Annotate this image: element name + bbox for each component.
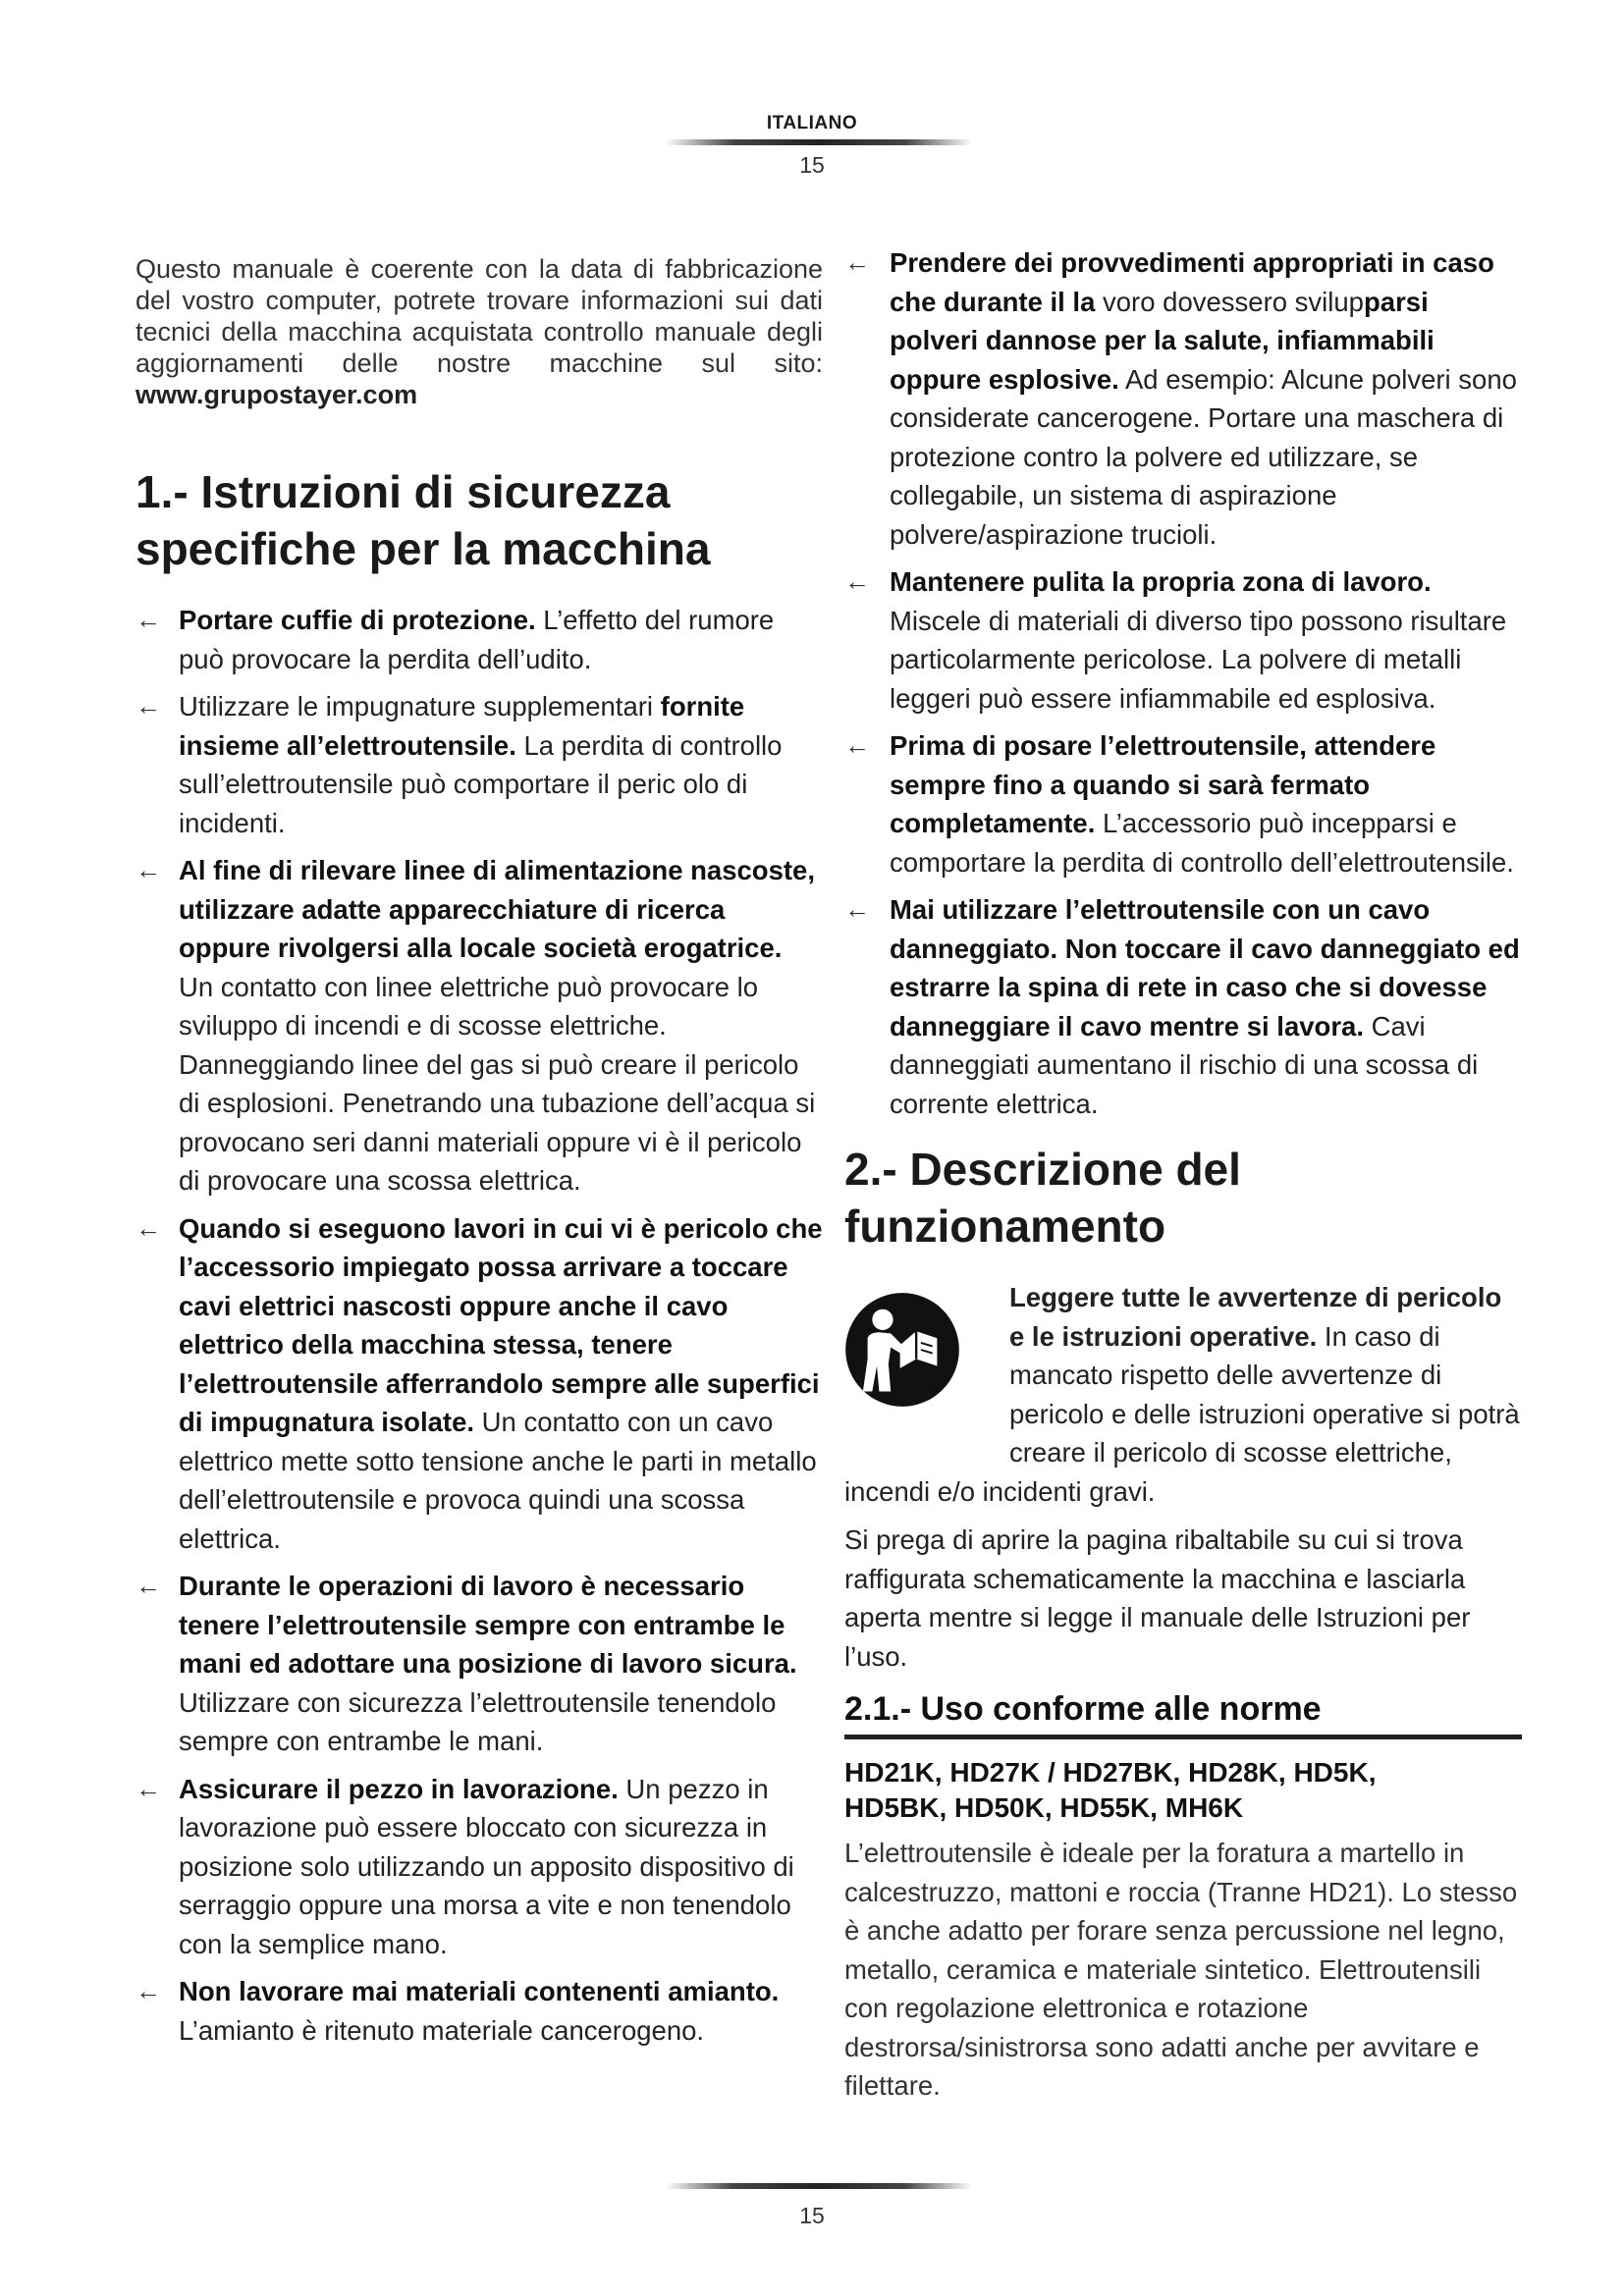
arrow-left-icon: ← (135, 605, 161, 634)
section-2-title-line1: 2.- Descrizione del (844, 1144, 1241, 1195)
arrow-left-icon: ← (135, 1212, 161, 1243)
warning-text-indented: Leggere tutte le avvertenze di pericolo e le istruzioni operative. In caso di mancato rispetto delle avvertenze di pericolo e delle istruzioni operative si potrà creare il pericolo di scosse elettriche, incendi e/o incidenti gravi. (844, 1282, 1520, 1507)
models-heading: HD21K, HD27K / HD27BK, HD28K, HD5K, HD5BK, HD50K, HD55K, MH6K (844, 1757, 1377, 1823)
list-item: ← Portare cuffie di protezione. L’effetto del rumore può provocare la perdita dell’udito. (135, 601, 823, 678)
subsection-title: 2.1.- Uso conforme alle norme (844, 1689, 1522, 1739)
list-item: ← Assicurare il pezzo in lavorazione. Un pezzo in lavorazione può essere bloccato con sicurezza in posizione solo utilizzando un apposito dispositivo di serraggio oppure una morsa a vite e non tenendolo con la semplice mano. (135, 1770, 823, 1964)
list-item: ← Mantenere pulita la propria zona di lavoro. Miscele di materiali di diverso tipo possono risultare particolarmente pericolose. La polvere di metalli leggeri può essere infiammabile ed esplosiva. (844, 562, 1522, 718)
section-2-title (844, 1141, 1522, 1255)
safety-list-right (844, 243, 1522, 1123)
list-item: ← Utilizzare le impugnature supplementari fornite insieme all’elettroutensile. La perdita di controllo sull’elettroutensile può comportare il peric olo di incidenti. (135, 687, 823, 842)
arrow-left-icon: ← (135, 1976, 161, 2005)
arrow-left-icon: ← (844, 566, 870, 596)
read-manual-icon (844, 1292, 960, 1408)
arrow-left-icon: ← (135, 1571, 161, 1600)
arrow-left-icon: ← (135, 1773, 161, 1803)
intro-text: Questo manuale è coerente con la data di fabbricazione del vostro computer, potrete trovare informazioni sui dati tecnici della macchina acquistata controllo manuale degli aggiornamenti delle nostre macchine sul sito: (135, 254, 823, 378)
list-item: ← Al fine di rilevare linee di alimentazione nascoste, utilizzare adatte apparecchiature di ricerca oppure rivolgersi alla locale società erogatrice. Un contatto con linee elettriche può provocare lo sviluppo di incendi e di scosse elettriche. Danneggiando linee del gas si può creare il pericolo di esplosioni. Penetrando una tubazione dell’acqua si provocano seri danni materiali oppure vi è il pericolo di provocare una scossa elettrica. (135, 851, 823, 1201)
left-column (135, 243, 823, 2058)
intro-paragraph (135, 253, 823, 410)
header-page-number: 15 (799, 152, 825, 178)
fold-page-paragraph: Si prega di aprire la pagina ribaltabile su cui si trova raffigurata schematicamente la macchina e lasciarla aperta mentre si legge il manuale delle Istruzioni per l’uso. (844, 1524, 1471, 1672)
safety-list-left (135, 601, 823, 2050)
arrow-left-icon: ← (135, 855, 161, 884)
right-column (844, 243, 1522, 2106)
section-1-title-line2: specifiche per la macchina (135, 523, 711, 574)
list-item: ← Durante le operazioni di lavoro è necessario tenere l’elettroutensile sempre con entrambe le mani ed adottare una posizione di lavoro sicura. Utilizzare con sicurezza l’elettroutensile tenendolo sempre con entrambe le mani. (135, 1567, 823, 1761)
website-link[interactable]: www.grupostayer.com (135, 380, 418, 409)
header-language: ITALIANO (766, 113, 858, 133)
list-item: ← Prendere dei provvedimenti appropriati in caso che durante il la voro dovessero svilupparsi polveri dannose per la salute, infiammabili oppure esplosive. Ad esempio: Alcune polveri sono considerate cancerogene. Portare una maschera di protezione contro la polvere ed utilizzare, se collegabile, un sistema di aspirazione polvere/aspirazione trucioli. (844, 243, 1522, 554)
list-item: ← Quando si eseguono lavori in cui vi è pericolo che l’accessorio impiegato possa arrivare a toccare cavi elettrici nascosti oppure anche il cavo elettrico della macchina stessa, tenere l’elettroutensile afferrandolo sempre alle superfici di impugnatura isolate. Un contatto con un cavo elettrico mette sotto tensione anche le parti in metallo dell’elettroutensile e provoca quindi una scossa elettrica. (135, 1209, 823, 1559)
section-2-title-line2: funzionamento (844, 1201, 1166, 1252)
header-rule (666, 139, 972, 145)
section-1-title (135, 463, 823, 577)
arrow-left-icon: ← (135, 691, 161, 721)
arrow-left-icon: ← (844, 247, 870, 277)
list-item: ← Prima di posare l’elettroutensile, attendere sempre fino a quando si sarà fermato completamente. L’accessorio può incepparsi e comportare la perdita di controllo dell’elettroutensile. (844, 726, 1522, 881)
intended-use-paragraph: L’elettroutensile è ideale per la foratura a martello in calcestruzzo, mattoni e roccia (Tranne HD21). Lo stesso è anche adatto per forare senza percussione nel legno, metallo, ceramica e materiale sintetico. Elettroutensili con regolazione elettronica e rotazione destrorsa/sinistrorsa sono adatti anche per avvitare e filettare. (844, 1838, 1518, 2101)
arrow-left-icon: ← (844, 730, 870, 760)
warning-block (844, 1278, 1522, 1511)
footer-page-number: 15 (799, 2203, 825, 2228)
list-item: ← Mai utilizzare l’elettroutensile con un cavo danneggiato. Non toccare il cavo danneggiato ed estrarre la spina di rete in caso che si dovesse danneggiare il cavo mentre si lavora. Cavi danneggiati aumentano il rischio di una scossa di corrente elettrica. (844, 890, 1522, 1123)
footer-rule (666, 2183, 972, 2189)
section-1-title-line1: 1.- Istruzioni di sicurezza (135, 466, 671, 517)
arrow-left-icon: ← (844, 894, 870, 924)
list-item: ← Non lavorare mai materiali contenenti amianto. L’amianto è ritenuto materiale cancerogeno. (135, 1972, 823, 2050)
